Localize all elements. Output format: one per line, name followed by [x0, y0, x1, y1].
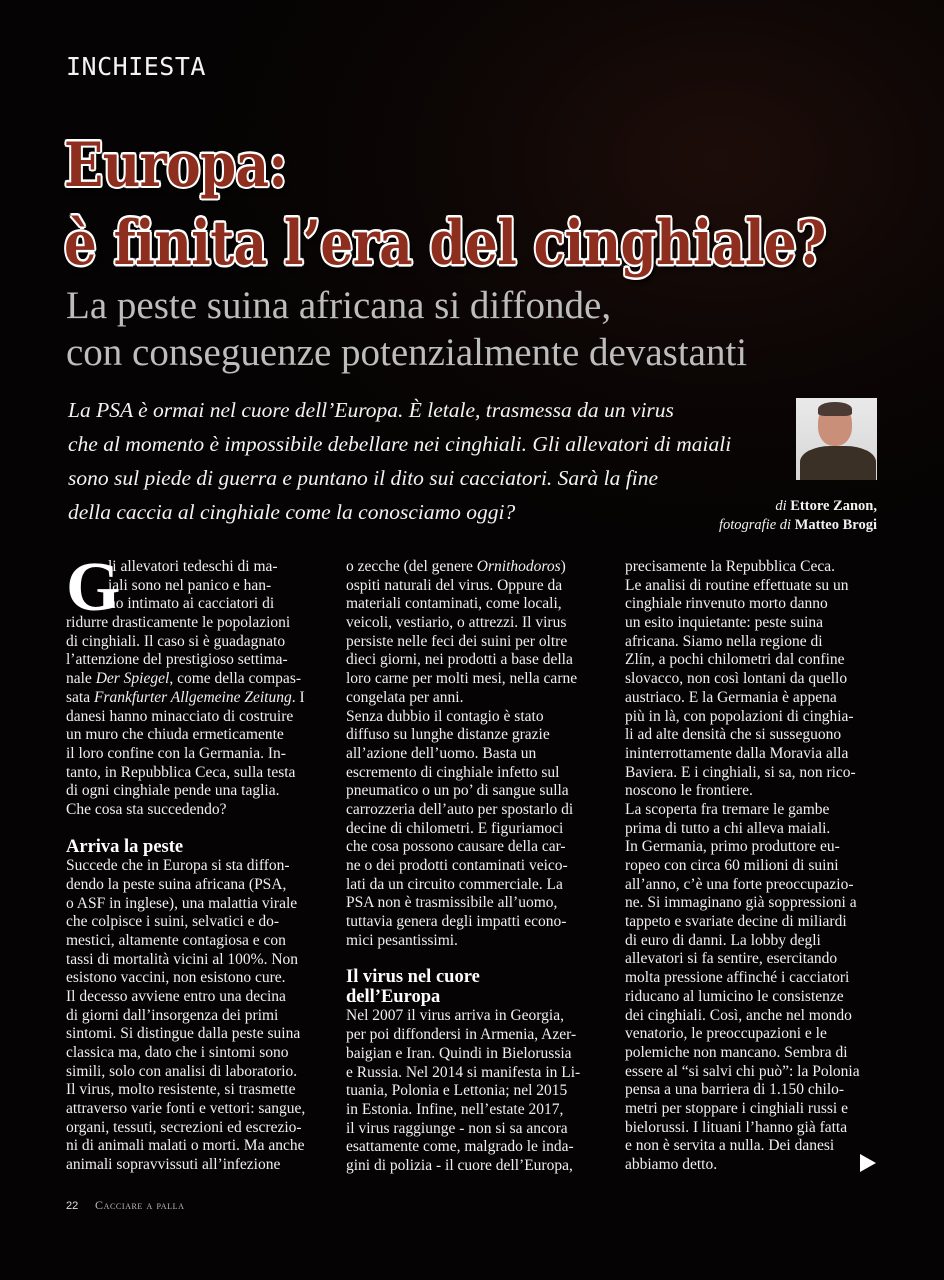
text-line — [346, 932, 606, 951]
lead-paragraph — [68, 393, 731, 529]
text-line — [66, 1100, 326, 1119]
text-line — [346, 577, 606, 596]
text-line — [625, 689, 885, 708]
text-line — [66, 988, 326, 1007]
italic-text: Frankfurter Allgemeine Zeitung — [93, 688, 292, 706]
text-line — [625, 651, 885, 670]
text-segment: tuttavia genera degli impatti econo- — [346, 913, 567, 931]
text-line — [66, 782, 326, 801]
text-segment: esistono vaccini, non esistono cure. — [66, 969, 286, 987]
column-1 — [66, 549, 326, 1175]
text-segment: danesi hanno minacciato di costruire — [66, 707, 294, 725]
italic-text: Der Spiegel — [95, 670, 170, 688]
paragraph — [346, 1007, 606, 1175]
paragraph — [66, 857, 326, 1175]
byline-di: di — [775, 498, 787, 514]
text-segment: prima di tutto a chi alleva maiali. — [625, 819, 831, 837]
text-segment: ) — [560, 558, 566, 575]
text-segment: li ad alte densità che si susseguono — [625, 726, 842, 744]
text-segment: Le analisi di routine effettuate su un — [625, 576, 849, 594]
text-line — [625, 1119, 885, 1138]
text-line — [346, 614, 606, 633]
italic-text: Ornithodoros — [476, 558, 561, 575]
text-line — [346, 1157, 606, 1176]
text-segment: di euro di danni. La lobby degli — [625, 931, 821, 949]
text-line — [625, 764, 885, 783]
lead-line: che al momento è impossibile debellare nei cinghiali. Gli allevatori di maiali — [68, 432, 732, 456]
paragraph — [346, 558, 606, 950]
text-segment: congelata per anni. — [346, 688, 464, 706]
text-segment: molta pressione affinché i cacciatori — [625, 969, 850, 987]
text-segment: Succede che in Europa si sta diffon- — [66, 857, 290, 875]
text-segment: un esito inquietante: peste suina — [625, 614, 824, 632]
text-line — [66, 1063, 326, 1082]
page-footer — [66, 1198, 185, 1213]
text-line — [346, 876, 606, 895]
text-line — [66, 857, 326, 876]
text-segment: sintomi. Si distingue dalla peste suina — [66, 1025, 301, 1043]
text-segment: ospiti naturali del virus. Oppure da — [346, 576, 563, 594]
text-segment: austriaco. E la Germania è appena — [625, 688, 837, 706]
text-segment: in Estonia. Infine, nell’estate 2017, — [346, 1100, 564, 1118]
text-line — [66, 801, 326, 820]
text-segment: precisamente la Repubblica Ceca. — [625, 558, 836, 575]
text-segment: dieci giorni, nei prodotti a base della — [346, 651, 573, 669]
text-segment: classica ma, dato che i sintomi sono — [66, 1044, 289, 1061]
section-heading — [346, 968, 606, 1007]
text-line — [346, 894, 606, 913]
heading-line: Il virus nel cuore — [346, 967, 480, 988]
text-segment: e non è servita a nulla. Dei danesi — [625, 1137, 835, 1155]
author-name: Ettore Zanon, — [790, 498, 877, 514]
text-line — [625, 614, 885, 633]
text-segment: ridurre drasticamente le popolazioni — [66, 614, 291, 632]
text-line — [66, 951, 326, 970]
text-segment: allevatori si fa sentire, esercitando — [625, 950, 838, 968]
text-segment: essere al “si salvi chi può”: la Polonia — [625, 1062, 860, 1080]
text-line — [625, 950, 885, 969]
title-line-2: è finita l’era del cinghiale? — [64, 206, 826, 279]
text-segment: ropeo con circa 60 milioni di suini — [625, 857, 839, 874]
text-line — [625, 1025, 885, 1044]
text-segment: metri per stoppare i cinghiali russi e — [625, 1099, 848, 1117]
text-segment: tanto, in Repubblica Ceca, sulla testa — [66, 763, 296, 781]
page-number: 22 — [66, 1200, 79, 1212]
text-line — [346, 913, 606, 932]
text-segment: nale — [66, 670, 96, 688]
text-segment: sata — [66, 688, 94, 706]
text-line — [625, 876, 885, 895]
text-line — [66, 745, 326, 764]
text-line — [66, 689, 326, 708]
text-segment: attraverso varie fonti e vettori: sangue, — [66, 1100, 306, 1118]
text-line — [625, 782, 885, 801]
text-line — [625, 913, 885, 932]
text-line — [625, 633, 885, 652]
text-segment: noscono le frontiere. — [625, 782, 753, 800]
text-segment: Zlín, a pochi chilometri dal confine — [625, 651, 845, 669]
byline — [719, 497, 877, 535]
photographer-name: Matteo Brogi — [794, 517, 877, 533]
photo-hair — [818, 402, 852, 416]
text-line — [66, 969, 326, 988]
text-segment: abbiamo detto. — [625, 1156, 718, 1173]
column-3 — [625, 558, 885, 1175]
drop-cap: G — [66, 549, 121, 626]
text-segment: polemiche non mancano. Sembra di — [625, 1043, 848, 1061]
text-line — [66, 1025, 326, 1044]
text-line — [625, 857, 885, 876]
text-segment: persiste nelle feci dei suini per oltre — [346, 632, 568, 650]
text-segment: dendo la peste suina africana (PSA, — [66, 875, 287, 893]
text-segment: per poi diffondersi in Armenia, Azer- — [346, 1026, 577, 1044]
text-segment: esattamente come, malgrado le inda- — [346, 1138, 574, 1156]
text-segment: gini di polizia - il cuore dell’Europa, — [346, 1156, 573, 1174]
text-line — [625, 1063, 885, 1082]
text-line — [625, 1137, 885, 1156]
text-line — [346, 670, 606, 689]
text-segment: tassi di mortalità vicini al 100%. Non — [66, 950, 299, 968]
text-line — [625, 1007, 885, 1026]
text-line — [66, 876, 326, 895]
heading-line: dell’Europa — [346, 986, 441, 1007]
text-segment: loro carne per molti mesi, nella carne — [346, 670, 578, 688]
text-segment: ne o dei prodotti contaminati veico- — [346, 857, 568, 874]
text-segment: tuania, Polonia e Lettonia; nel 2015 — [346, 1082, 568, 1100]
section-heading — [66, 838, 326, 858]
text-segment: africana. Siamo nella regione di — [625, 632, 823, 650]
text-line — [625, 595, 885, 614]
text-line — [66, 1137, 326, 1156]
text-line — [66, 1044, 326, 1063]
text-segment: Nel 2007 il virus arriva in Georgia, — [346, 1007, 564, 1025]
magazine-name: Cacciare a palla — [95, 1198, 185, 1212]
text-line — [346, 782, 606, 801]
text-line — [346, 1101, 606, 1120]
text-segment: pensa a una barriera di 1.150 chilo- — [625, 1081, 845, 1099]
text-line — [66, 895, 326, 914]
text-segment: La scoperta fra tremare le gambe — [625, 800, 830, 818]
text-line — [625, 801, 885, 820]
text-segment: mestici, altamente contagiosa e con — [66, 931, 286, 949]
text-segment: più in là, con popolazioni di cinghia- — [625, 707, 854, 725]
column-2 — [346, 558, 606, 1176]
text-segment: diffuso su lunghe distanze grazie — [346, 726, 550, 744]
text-segment: riducano al lumicino le consistenze — [625, 987, 844, 1005]
text-segment: veicoli, vestiario, o attrezzi. Il virus — [346, 614, 567, 632]
article-title — [64, 126, 826, 282]
text-line — [625, 670, 885, 689]
text-segment: organi, tessuti, secrezioni ed escrezio- — [66, 1118, 302, 1136]
text-line — [625, 932, 885, 951]
text-line — [66, 670, 326, 689]
text-line — [625, 1156, 885, 1175]
text-line — [346, 595, 606, 614]
text-line — [346, 1138, 606, 1157]
text-segment: di ogni cinghiale pende una taglia. — [66, 782, 280, 800]
text-segment: escremento di cinghiale infetto sul — [346, 763, 560, 781]
text-segment: che cosa possono causare della car- — [346, 838, 566, 856]
text-segment: PSA non è trasmissibile all’uomo, — [346, 894, 558, 912]
text-line — [346, 726, 606, 745]
text-line — [346, 764, 606, 783]
text-segment: o ASF in inglese), una malattia virale — [66, 894, 298, 912]
text-segment: Baviera. E i cinghiali, si sa, non rico- — [625, 763, 856, 781]
text-line — [625, 708, 885, 727]
text-segment: li allevatori tedeschi di ma- — [108, 558, 278, 575]
text-segment: animali sopravvissuti all’infezione — [66, 1156, 281, 1174]
text-line — [346, 708, 606, 727]
text-segment: simili, solo con analisi di laboratorio. — [66, 1062, 298, 1080]
text-segment: In Germania, primo produttore eu- — [625, 838, 840, 856]
text-segment: lati da un circuito commerciale. La — [346, 875, 563, 893]
lead-line: della caccia al cinghiale come la conosciamo oggi? — [68, 500, 516, 524]
text-segment: ininterrottamente dalla Moravia alla — [625, 744, 849, 762]
text-line — [346, 857, 606, 876]
text-segment: decine di chilometri. E figuriamoci — [346, 819, 564, 837]
text-line — [625, 577, 885, 596]
text-line — [625, 1100, 885, 1119]
photos-label: fotografie di — [718, 517, 792, 533]
text-segment: venatorio, le preoccupazioni e le — [625, 1025, 827, 1043]
text-line — [625, 745, 885, 764]
text-segment: mici pesantissimi. — [346, 931, 458, 949]
text-segment: slovacco, non così lontani da quello — [625, 670, 848, 688]
text-line — [625, 1081, 885, 1100]
text-line — [346, 1120, 606, 1139]
photo-body — [800, 446, 876, 480]
heading-line: Arriva la peste — [66, 836, 184, 857]
text-line — [66, 913, 326, 932]
text-line — [66, 1081, 326, 1100]
text-line — [346, 1064, 606, 1083]
text-segment: tappeto e svariate decine di miliardi — [625, 913, 847, 931]
text-segment: di cinghiali. Il caso si è guadagnato — [66, 632, 286, 650]
text-segment: , come della compas- — [169, 670, 302, 688]
text-line — [346, 558, 606, 577]
text-line — [66, 1007, 326, 1026]
text-line — [346, 1026, 606, 1045]
text-segment: ne. Si immaginano già soppressioni a — [625, 894, 857, 912]
text-segment: il loro confine con la Germania. In- — [66, 744, 286, 762]
triangle-right-icon — [860, 1154, 876, 1172]
text-segment: materiali contaminati, come locali, — [346, 595, 562, 613]
text-segment: Che cosa sta succedendo? — [66, 800, 227, 818]
text-line — [346, 801, 606, 820]
text-segment: e Russia. Nel 2014 si manifesta in Li- — [346, 1063, 581, 1081]
text-segment: Senza dubbio il contagio è stato — [346, 707, 544, 725]
text-segment: di giorni dall’insorgenza dei primi — [66, 1006, 279, 1024]
text-segment: all’azione dell’uomo. Basta un — [346, 744, 537, 762]
title-line-1: Europa: — [64, 128, 287, 201]
text-segment: Il decesso avviene entro una decina — [66, 987, 286, 1005]
text-line — [66, 633, 326, 652]
text-line — [66, 726, 326, 745]
subtitle-line-1: La peste suina africana si diffonde, — [66, 284, 612, 327]
paragraph — [625, 558, 885, 1175]
text-segment: dei cinghiali. Così, anche nel mondo — [625, 1006, 852, 1024]
text-line — [625, 969, 885, 988]
text-line — [625, 894, 885, 913]
text-line — [346, 689, 606, 708]
text-line — [625, 1044, 885, 1063]
text-segment: Il virus, molto resistente, si trasmette — [66, 1081, 296, 1099]
text-segment: carrozzeria dell’auto per spostarlo di — [346, 800, 574, 818]
text-line — [66, 1156, 326, 1175]
text-segment: ni di animali malati o morti. Ma anche — [66, 1137, 305, 1155]
text-line — [346, 651, 606, 670]
text-line — [66, 1119, 326, 1138]
text-line — [346, 838, 606, 857]
text-segment: baigian e Iran. Quindi in Bielorussia — [346, 1044, 572, 1062]
section-label: INCHIESTA — [66, 52, 206, 81]
text-segment: . I — [291, 688, 305, 706]
text-line — [346, 745, 606, 764]
text-line — [66, 932, 326, 951]
text-segment: cinghiale rinvenuto morto danno — [625, 595, 828, 613]
text-line — [625, 988, 885, 1007]
text-segment: pneumatico o un po’ di sangue sulla — [346, 782, 569, 800]
text-line — [66, 708, 326, 727]
text-line — [346, 633, 606, 652]
text-line — [625, 726, 885, 745]
article-subtitle — [66, 282, 747, 376]
text-line — [625, 558, 885, 577]
lead-line: sono sul piede di guerra e puntano il dito sui cacciatori. Sarà la fine — [68, 466, 659, 490]
text-segment: all’anno, c’è una forte preoccupazio- — [625, 875, 854, 893]
text-line — [66, 651, 326, 670]
subtitle-line-2: con conseguenze potenzialmente devastanti — [66, 331, 748, 374]
text-line — [66, 764, 326, 783]
author-photo — [796, 398, 877, 480]
lead-line: La PSA è ormai nel cuore dell’Europa. È letale, trasmessa da un virus — [68, 398, 674, 422]
text-line — [346, 1007, 606, 1026]
text-line — [346, 1045, 606, 1064]
text-segment: l’attenzione del prestigioso settima- — [66, 651, 288, 669]
text-segment: un muro che chiuda ermeticamente — [66, 726, 284, 744]
text-line — [346, 820, 606, 839]
text-segment: o zecche (del genere — [346, 558, 477, 575]
text-segment: bielorussi. I lituani l’hanno già fatta — [625, 1118, 848, 1136]
text-segment: no intimato ai cacciatori di — [108, 595, 275, 613]
text-segment: iali sono nel panico e han- — [108, 576, 272, 594]
text-line — [625, 838, 885, 857]
text-segment: che colpisce i suini, selvatici e do- — [66, 913, 280, 931]
text-line — [625, 820, 885, 839]
text-line — [346, 1082, 606, 1101]
text-segment: il virus raggiunge - non si sa ancora — [346, 1119, 568, 1137]
